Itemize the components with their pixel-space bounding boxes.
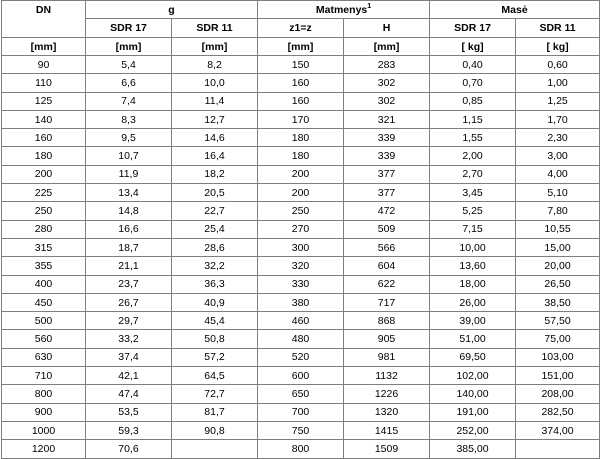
sub-header: SDR 17 <box>86 19 172 38</box>
table-cell: 72,7 <box>172 385 258 403</box>
table-cell: 1,55 <box>430 129 516 147</box>
table-cell: 460 <box>258 312 344 330</box>
table-cell: 170 <box>258 110 344 128</box>
table-cell: 200 <box>258 184 344 202</box>
table-cell: 10,7 <box>86 147 172 165</box>
table-cell: 280 <box>2 220 86 238</box>
sub-header: H <box>344 19 430 38</box>
table-cell: 36,3 <box>172 275 258 293</box>
table-cell: 385,00 <box>430 440 516 458</box>
table-cell: 59,3 <box>86 421 172 439</box>
table-cell: 12,7 <box>172 110 258 128</box>
dimensions-table <box>1 0 600 459</box>
table-cell: 1509 <box>344 440 430 458</box>
table-cell: 566 <box>344 238 430 256</box>
table-cell: 509 <box>344 220 430 238</box>
table-cell: 20,5 <box>172 184 258 202</box>
table-cell: 57,2 <box>172 348 258 366</box>
table-cell: 0,40 <box>430 56 516 74</box>
table-row <box>2 110 600 128</box>
table-cell: 252,00 <box>430 421 516 439</box>
table-cell: 380 <box>258 293 344 311</box>
table-cell: 81,7 <box>172 403 258 421</box>
table-cell: 3,45 <box>430 184 516 202</box>
table-cell: 102,00 <box>430 367 516 385</box>
header-row-groups <box>2 1 600 19</box>
table-body <box>2 56 600 459</box>
table-cell: 1200 <box>2 440 86 458</box>
table-cell: 283 <box>344 56 430 74</box>
table-cell: 700 <box>258 403 344 421</box>
table-cell: 560 <box>2 330 86 348</box>
unit-label: [mm] <box>2 38 86 56</box>
table-cell: 800 <box>2 385 86 403</box>
table-cell: 339 <box>344 129 430 147</box>
table-cell: 151,00 <box>516 367 600 385</box>
table-cell: 47,4 <box>86 385 172 403</box>
table-row <box>2 275 600 293</box>
table-cell: 282,50 <box>516 403 600 421</box>
unit-label: [ kg] <box>516 38 600 56</box>
table-cell: 302 <box>344 92 430 110</box>
table-row <box>2 129 600 147</box>
table-cell: 140,00 <box>430 385 516 403</box>
sub-header: SDR 17 <box>430 19 516 38</box>
table-cell: 25,4 <box>172 220 258 238</box>
table-cell: 10,0 <box>172 74 258 92</box>
table-cell: 800 <box>258 440 344 458</box>
table-cell: 53,5 <box>86 403 172 421</box>
table-row <box>2 385 600 403</box>
table-row <box>2 403 600 421</box>
table-cell: 150 <box>258 56 344 74</box>
table-cell: 377 <box>344 184 430 202</box>
table-cell: 160 <box>258 92 344 110</box>
table-row <box>2 330 600 348</box>
table-cell: 18,2 <box>172 165 258 183</box>
dims-group-header: Matmenys$^1$ <box>258 1 430 19</box>
table-row <box>2 367 600 385</box>
table-cell: 717 <box>344 293 430 311</box>
table-cell: 7,4 <box>86 92 172 110</box>
table-cell: 16,4 <box>172 147 258 165</box>
table-cell: 10,55 <box>516 220 600 238</box>
sub-header: z1=z <box>258 19 344 38</box>
header-row-subcolumns <box>2 19 600 38</box>
table-cell: 13,4 <box>86 184 172 202</box>
sub-header: SDR 11 <box>516 19 600 38</box>
table-cell: 302 <box>344 74 430 92</box>
table-cell: 26,00 <box>430 293 516 311</box>
table-row <box>2 56 600 74</box>
table-row <box>2 293 600 311</box>
table-row <box>2 220 600 238</box>
table-cell: 315 <box>2 238 86 256</box>
table-cell: 374,00 <box>516 421 600 439</box>
table-cell: 400 <box>2 275 86 293</box>
table-cell: 1415 <box>344 421 430 439</box>
table-cell: 5,25 <box>430 202 516 220</box>
table-cell: 710 <box>2 367 86 385</box>
table-cell: 200 <box>258 165 344 183</box>
table-cell: 70,6 <box>86 440 172 458</box>
table-cell: 64,5 <box>172 367 258 385</box>
table-cell: 69,50 <box>430 348 516 366</box>
table-cell: 1,25 <box>516 92 600 110</box>
table-cell: 320 <box>258 257 344 275</box>
table-cell: 125 <box>2 92 86 110</box>
table-cell: 1226 <box>344 385 430 403</box>
table-cell: 75,00 <box>516 330 600 348</box>
table-cell: 750 <box>258 421 344 439</box>
table-cell: 26,50 <box>516 275 600 293</box>
table-cell: 180 <box>258 147 344 165</box>
table-cell: 23,7 <box>86 275 172 293</box>
table-cell: 180 <box>258 129 344 147</box>
table-row <box>2 440 600 458</box>
table-cell: 51,00 <box>430 330 516 348</box>
table-cell: 29,7 <box>86 312 172 330</box>
table-cell: 330 <box>258 275 344 293</box>
table-cell: 90,8 <box>172 421 258 439</box>
table-cell: 500 <box>2 312 86 330</box>
table-cell: 520 <box>258 348 344 366</box>
table-cell: 6,6 <box>86 74 172 92</box>
table-row <box>2 74 600 92</box>
table-cell: 604 <box>344 257 430 275</box>
table-cell: 1,00 <box>516 74 600 92</box>
table-cell: 10,00 <box>430 238 516 256</box>
table-cell: 450 <box>2 293 86 311</box>
table-cell: 14,8 <box>86 202 172 220</box>
table-cell: 18,00 <box>430 275 516 293</box>
table-cell: 103,00 <box>516 348 600 366</box>
unit-label: [mm] <box>86 38 172 56</box>
unit-label: [mm] <box>172 38 258 56</box>
table-cell: 1,15 <box>430 110 516 128</box>
table-cell: 225 <box>2 184 86 202</box>
mass-group-header: Masė <box>430 1 600 19</box>
table-row <box>2 202 600 220</box>
unit-label: [ kg] <box>430 38 516 56</box>
table-cell: 650 <box>258 385 344 403</box>
table-row <box>2 147 600 165</box>
table-cell: 15,00 <box>516 238 600 256</box>
table-cell: 26,7 <box>86 293 172 311</box>
table-cell: 42,1 <box>86 367 172 385</box>
table-cell: 45,4 <box>172 312 258 330</box>
table-cell: 905 <box>344 330 430 348</box>
table-cell: 7,15 <box>430 220 516 238</box>
table-cell: 208,00 <box>516 385 600 403</box>
table-cell: 1000 <box>2 421 86 439</box>
table-cell: 900 <box>2 403 86 421</box>
table-cell: 0,60 <box>516 56 600 74</box>
table-cell: 1,70 <box>516 110 600 128</box>
table-cell: 38,50 <box>516 293 600 311</box>
sub-header: SDR 11 <box>172 19 258 38</box>
table-cell: 11,4 <box>172 92 258 110</box>
table-row <box>2 184 600 202</box>
table-cell: 355 <box>2 257 86 275</box>
table-cell: 339 <box>344 147 430 165</box>
table-cell: 2,30 <box>516 129 600 147</box>
table-cell: 0,85 <box>430 92 516 110</box>
table-cell: 13,60 <box>430 257 516 275</box>
table-cell: 8,3 <box>86 110 172 128</box>
table-row <box>2 238 600 256</box>
table-cell: 39,00 <box>430 312 516 330</box>
table-cell: 2,00 <box>430 147 516 165</box>
table-cell: 250 <box>258 202 344 220</box>
unit-label: [mm] <box>258 38 344 56</box>
table-cell: 50,8 <box>172 330 258 348</box>
table-cell: 4,00 <box>516 165 600 183</box>
table-cell: 160 <box>258 74 344 92</box>
table-cell: 1132 <box>344 367 430 385</box>
table-cell: 250 <box>2 202 86 220</box>
table-cell: 5,4 <box>86 56 172 74</box>
table-cell: 40,9 <box>172 293 258 311</box>
table-cell: 377 <box>344 165 430 183</box>
table-cell: 472 <box>344 202 430 220</box>
table-cell: 1320 <box>344 403 430 421</box>
table-cell: 5,10 <box>516 184 600 202</box>
unit-label: [mm] <box>344 38 430 56</box>
table-cell: 140 <box>2 110 86 128</box>
table-cell: 622 <box>344 275 430 293</box>
table-cell: 321 <box>344 110 430 128</box>
table-cell: 2,70 <box>430 165 516 183</box>
table-cell: 33,2 <box>86 330 172 348</box>
table-cell: 16,6 <box>86 220 172 238</box>
table-cell: 28,6 <box>172 238 258 256</box>
table-cell: 90 <box>2 56 86 74</box>
table-cell <box>172 440 258 458</box>
table-row <box>2 348 600 366</box>
table-cell: 7,80 <box>516 202 600 220</box>
units-row <box>2 38 600 56</box>
table-cell: 981 <box>344 348 430 366</box>
table-cell: 868 <box>344 312 430 330</box>
table-cell: 14,6 <box>172 129 258 147</box>
table-row <box>2 257 600 275</box>
table-cell: 0,70 <box>430 74 516 92</box>
table-cell: 8,2 <box>172 56 258 74</box>
table-cell: 57,50 <box>516 312 600 330</box>
table-cell <box>516 440 600 458</box>
table-row <box>2 92 600 110</box>
table-row <box>2 421 600 439</box>
table-cell: 191,00 <box>430 403 516 421</box>
table-cell: 270 <box>258 220 344 238</box>
table-cell: 9,5 <box>86 129 172 147</box>
table-cell: 32,2 <box>172 257 258 275</box>
table-row <box>2 165 600 183</box>
table-cell: 37,4 <box>86 348 172 366</box>
table-cell: 110 <box>2 74 86 92</box>
table-cell: 22,7 <box>172 202 258 220</box>
dn-header: DN <box>2 1 86 38</box>
table-cell: 180 <box>2 147 86 165</box>
table-cell: 160 <box>2 129 86 147</box>
table-cell: 3,00 <box>516 147 600 165</box>
table-cell: 480 <box>258 330 344 348</box>
g-group-header: g <box>86 1 258 19</box>
table-cell: 21,1 <box>86 257 172 275</box>
table-row <box>2 312 600 330</box>
table-cell: 200 <box>2 165 86 183</box>
table-cell: 11,9 <box>86 165 172 183</box>
table-cell: 600 <box>258 367 344 385</box>
table-cell: 300 <box>258 238 344 256</box>
table-cell: 20,00 <box>516 257 600 275</box>
table-cell: 18,7 <box>86 238 172 256</box>
table-cell: 630 <box>2 348 86 366</box>
